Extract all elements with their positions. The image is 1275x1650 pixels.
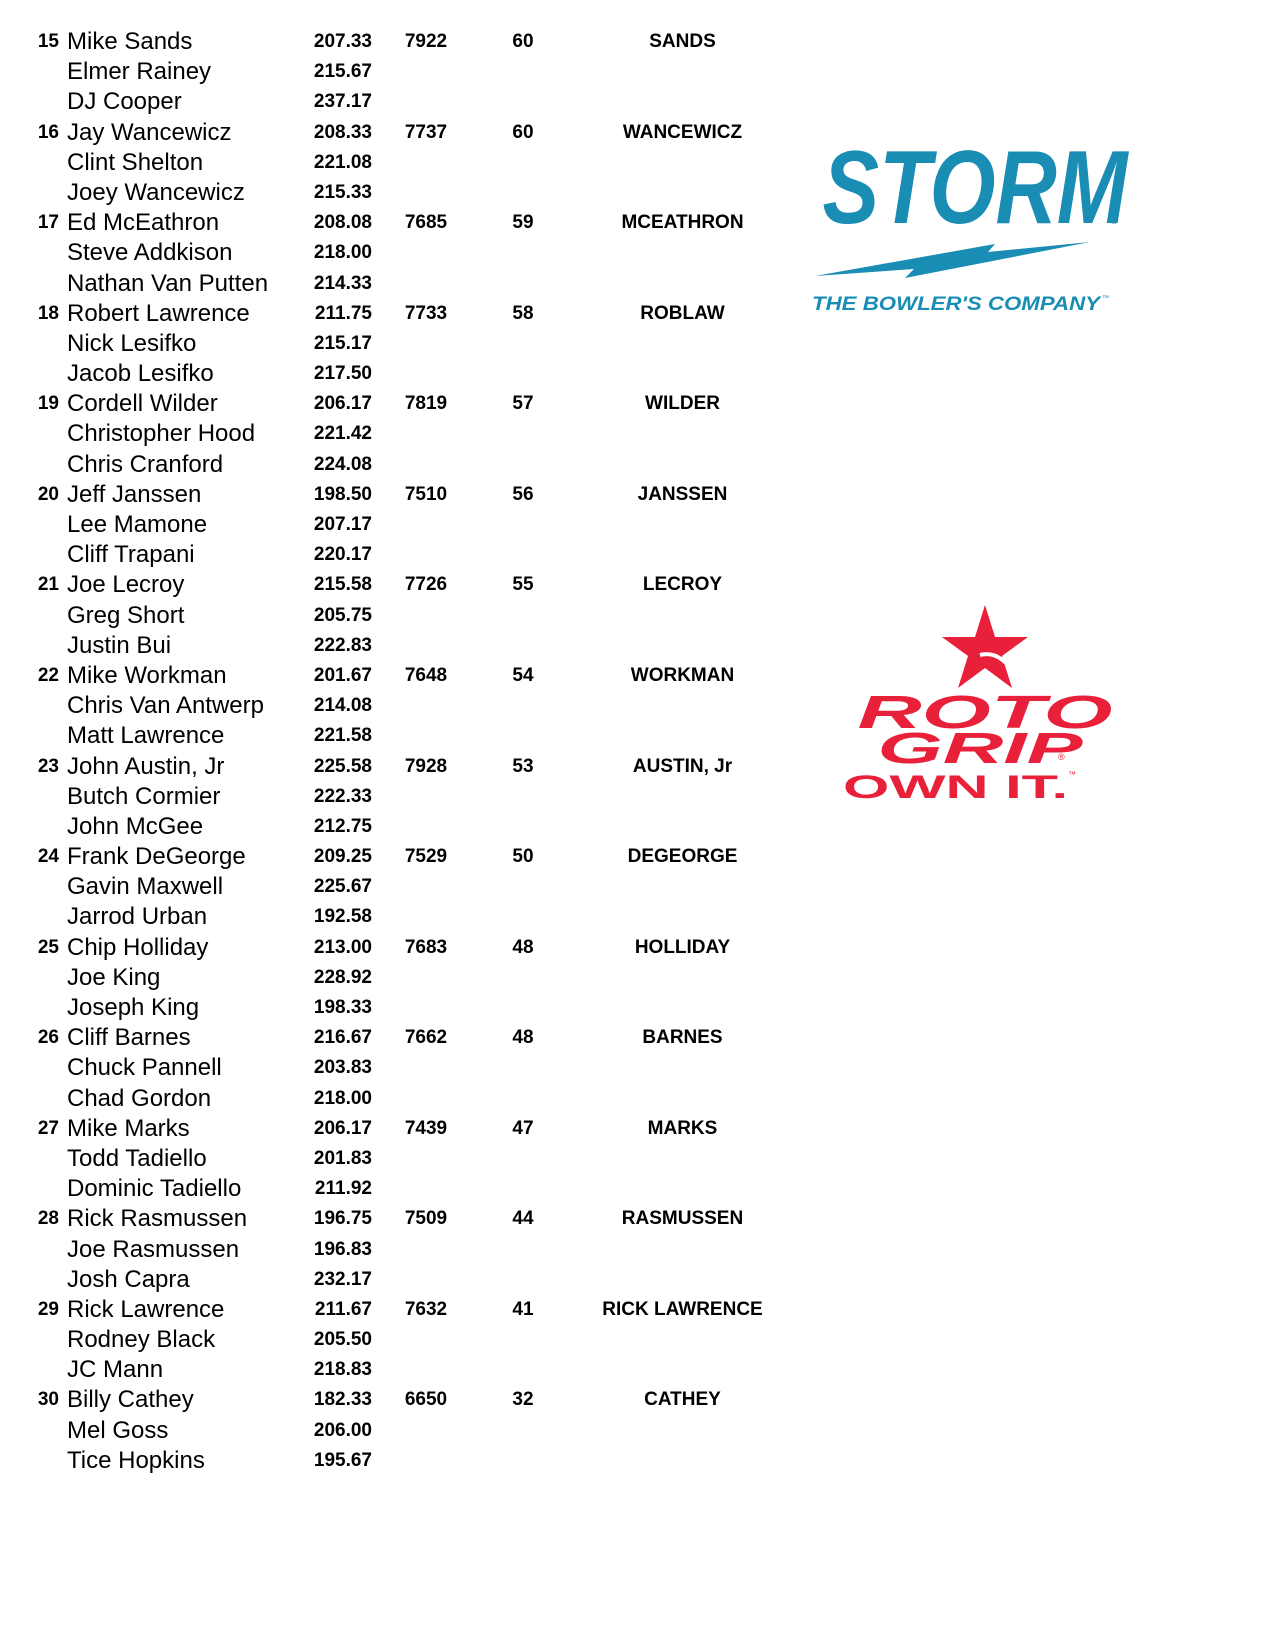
member-row [0, 631, 790, 661]
member-row [0, 359, 790, 389]
team-name: HOLLIDAY [634, 936, 731, 958]
bowler-name: Cordell Wilder [67, 390, 218, 418]
bowler-average: 182.33 [313, 1389, 372, 1411]
team-rank: 28 [37, 1208, 59, 1230]
member-row [0, 1235, 790, 1265]
member-row [0, 1053, 790, 1083]
bowler-name: Joe Rasmussen [67, 1235, 240, 1263]
bowler-average: 206.17 [313, 1117, 372, 1139]
team-points: 53 [512, 755, 534, 777]
member-row [0, 148, 790, 178]
bowler-average: 215.17 [313, 332, 372, 354]
bowler-average: 224.08 [313, 453, 372, 475]
team-name: WORKMAN [630, 664, 735, 686]
storm-tagline: THE BOWLER'S COMPANY [812, 294, 1103, 315]
member-row [0, 510, 790, 540]
bowler-average: 212.75 [313, 815, 372, 837]
bowler-average: 218.00 [313, 242, 372, 264]
member-row [0, 540, 790, 570]
member-row [0, 1325, 790, 1355]
bowler-name: Frank DeGeorge [67, 843, 246, 871]
team-pinfall: 7529 [404, 846, 448, 868]
team-row [0, 842, 790, 872]
team-name: CATHEY [644, 1389, 721, 1411]
bowler-name: Jay Wancewicz [67, 118, 232, 146]
trademark-mark: ™ [1102, 295, 1109, 302]
team-rank: 17 [37, 212, 59, 234]
bowler-name: Ed McEathron [67, 209, 220, 237]
team-pinfall: 7510 [404, 483, 448, 505]
team-row [0, 1114, 790, 1144]
member-row [0, 872, 790, 902]
team-points: 41 [512, 1298, 534, 1320]
rotogrip-logo [840, 605, 1130, 815]
member-row [0, 87, 790, 117]
member-row [0, 782, 790, 812]
team-row [0, 1204, 790, 1234]
member-row [0, 721, 790, 751]
rotogrip-wordmark-roto: ROTO [857, 686, 1113, 738]
bowler-average: 206.00 [313, 1419, 372, 1441]
bowler-name: Matt Lawrence [67, 722, 225, 750]
team-name: LECROY [642, 574, 723, 596]
team-rank: 16 [37, 121, 59, 143]
bowler-average: 232.17 [313, 1268, 372, 1290]
bowler-average: 215.33 [313, 181, 372, 203]
member-row [0, 57, 790, 87]
team-points: 54 [512, 664, 534, 686]
bowler-name: Rodney Black [67, 1326, 216, 1354]
bowler-average: 205.50 [313, 1329, 372, 1351]
team-points: 47 [512, 1117, 534, 1139]
bowler-name: Joe King [67, 963, 161, 991]
bowler-name: Greg Short [67, 601, 185, 629]
member-row [0, 1144, 790, 1174]
team-points: 32 [512, 1389, 534, 1411]
bowler-name: Joey Wancewicz [67, 178, 245, 206]
team-pinfall: 7737 [404, 121, 448, 143]
bowler-average: 213.00 [313, 936, 372, 958]
bowler-average: 211.92 [314, 1178, 372, 1200]
member-row [0, 1084, 790, 1114]
member-row [0, 1174, 790, 1204]
bowler-average: 208.08 [313, 212, 372, 234]
bowler-name: Todd Tadiello [67, 1144, 207, 1172]
bowler-name: Mike Marks [67, 1114, 190, 1142]
member-row [0, 1416, 790, 1446]
bowler-name: Justin Bui [67, 631, 172, 659]
bowler-average: 205.75 [313, 604, 372, 626]
bowler-name: Billy Cathey [67, 1386, 194, 1414]
bowler-average: 208.33 [313, 121, 372, 143]
team-pinfall: 7819 [404, 393, 448, 415]
member-row [0, 963, 790, 993]
rotogrip-slogan: OWN IT. [843, 769, 1068, 805]
team-name: SANDS [649, 31, 716, 52]
bowler-name: Chip Holliday [67, 933, 209, 961]
member-row [0, 178, 790, 208]
bowler-average: 207.17 [313, 514, 372, 535]
team-points: 58 [512, 302, 534, 324]
bowler-average: 211.75 [314, 302, 372, 324]
bowler-average: 220.17 [313, 544, 372, 566]
team-points: 60 [512, 121, 534, 143]
standings-list [0, 27, 790, 1476]
bowler-average: 198.50 [313, 483, 372, 505]
team-row [0, 27, 790, 57]
team-name: WILDER [645, 393, 720, 415]
team-rank: 24 [37, 846, 59, 868]
bowler-name: Elmer Rainey [67, 58, 212, 86]
trademark-mark: ™ [1068, 770, 1076, 779]
team-rank: 20 [37, 483, 59, 505]
bowler-name: Josh Capra [67, 1265, 190, 1293]
bowler-average: 207.33 [313, 31, 372, 52]
bowler-name: Chuck Pannell [67, 1054, 222, 1082]
member-row [0, 269, 790, 299]
team-rank: 26 [37, 1027, 59, 1049]
bowler-average: 215.67 [313, 61, 372, 83]
storm-logo [810, 128, 1140, 328]
team-row [0, 933, 790, 963]
team-pinfall: 7922 [404, 31, 448, 52]
bowler-name: Steve Addkison [67, 239, 233, 267]
team-row [0, 752, 790, 782]
bowler-average: 203.83 [313, 1057, 372, 1079]
bowler-average: 209.25 [313, 846, 372, 868]
team-name: ROBLAW [640, 302, 725, 324]
member-row [0, 601, 790, 631]
member-row [0, 419, 790, 449]
bowler-name: Christopher Hood [67, 420, 256, 448]
bowler-average: 221.58 [313, 725, 372, 747]
team-rank: 29 [37, 1298, 59, 1320]
bowler-name: Cliff Trapani [67, 541, 195, 569]
team-pinfall: 7733 [404, 302, 448, 324]
team-name: RICK LAWRENCE [602, 1298, 763, 1320]
bowler-average: 237.17 [313, 91, 372, 113]
team-name: AUSTIN, Jr [632, 755, 733, 777]
team-pinfall: 7509 [404, 1208, 448, 1230]
bowler-average: 222.83 [313, 634, 372, 656]
bowler-average: 218.00 [313, 1087, 372, 1109]
team-name: DEGEORGE [627, 846, 738, 868]
bowler-average: 192.58 [313, 906, 372, 928]
team-row [0, 118, 790, 148]
storm-wordmark: STORM [822, 130, 1130, 246]
team-pinfall: 7683 [404, 936, 448, 958]
bowler-name: Butch Cormier [67, 782, 221, 810]
bowler-name: Jeff Janssen [67, 480, 202, 508]
team-points: 56 [512, 483, 534, 505]
member-row [0, 1355, 790, 1385]
team-pinfall: 7648 [404, 664, 448, 686]
team-rank: 15 [37, 31, 59, 52]
team-points: 57 [512, 393, 534, 415]
bowler-name: Gavin Maxwell [67, 873, 224, 901]
lightning-bolt-icon [815, 242, 1090, 278]
team-rank: 19 [37, 393, 59, 415]
bowler-average: 215.58 [313, 574, 372, 596]
team-points: 48 [512, 1027, 534, 1049]
team-name: MCEATHRON [621, 212, 744, 234]
member-row [0, 238, 790, 268]
team-pinfall: 7685 [404, 212, 448, 234]
bowler-average: 214.08 [313, 695, 372, 717]
team-row [0, 1295, 790, 1325]
bowler-average: 201.83 [313, 1147, 372, 1169]
registered-mark: ® [1110, 215, 1119, 227]
bowler-name: Joseph King [67, 994, 200, 1021]
member-row [0, 691, 790, 721]
member-row [0, 993, 790, 1023]
bowler-name: Clint Shelton [67, 148, 204, 176]
team-points: 50 [512, 846, 534, 868]
bowler-average: 222.33 [313, 785, 372, 807]
team-row [0, 1385, 790, 1415]
bowler-name: Mike Workman [67, 661, 227, 689]
team-pinfall: 7662 [404, 1027, 448, 1049]
team-points: 59 [512, 212, 534, 234]
team-pinfall: 6650 [404, 1389, 448, 1411]
team-row [0, 389, 790, 419]
bowler-average: 216.67 [313, 1027, 372, 1049]
team-rank: 25 [37, 936, 59, 958]
team-rank: 21 [37, 574, 59, 596]
star-icon [942, 605, 1028, 688]
member-row [0, 329, 790, 359]
team-points: 48 [512, 936, 534, 958]
bowler-name: John McGee [67, 812, 204, 840]
team-row [0, 299, 790, 329]
bowler-name: Joe Lecroy [67, 571, 185, 599]
team-name: WANCEWICZ [622, 121, 743, 143]
bowler-name: Mike Sands [67, 28, 193, 55]
member-row [0, 812, 790, 842]
bowler-average: 201.67 [313, 664, 372, 686]
bowler-name: Rick Rasmussen [67, 1205, 248, 1233]
registered-mark: ® [1058, 752, 1065, 762]
team-row [0, 480, 790, 510]
bowler-name: Tice Hopkins [67, 1446, 205, 1474]
bowler-name: Lee Mamone [67, 511, 208, 538]
bowler-name: Nick Lesifko [67, 329, 197, 357]
team-points: 55 [512, 574, 534, 596]
team-row [0, 208, 790, 238]
bowler-name: DJ Cooper [67, 88, 182, 116]
team-rank: 23 [37, 755, 59, 777]
bowler-average: 228.92 [313, 966, 372, 988]
team-rank: 30 [37, 1389, 59, 1411]
team-row [0, 570, 790, 600]
team-pinfall: 7439 [404, 1117, 448, 1139]
team-name: BARNES [642, 1027, 723, 1049]
team-rank: 22 [37, 664, 59, 686]
bowler-name: Dominic Tadiello [67, 1175, 242, 1203]
team-row [0, 661, 790, 691]
bowler-name: JC Mann [67, 1356, 164, 1384]
team-points: 60 [512, 31, 534, 52]
bowler-average: 214.33 [313, 272, 372, 294]
bowler-average: 195.67 [313, 1449, 372, 1471]
bowler-average: 218.83 [313, 1359, 372, 1381]
bowler-average: 217.50 [313, 363, 372, 385]
bowler-average: 225.67 [313, 876, 372, 898]
team-pinfall: 7726 [404, 574, 448, 596]
member-row [0, 450, 790, 480]
bowler-name: Jarrod Urban [67, 903, 208, 931]
team-rank: 18 [37, 302, 59, 324]
member-row [0, 1265, 790, 1295]
bowler-name: Chad Gordon [67, 1084, 212, 1112]
bowler-average: 221.42 [313, 423, 372, 445]
bowler-name: Robert Lawrence [67, 299, 250, 327]
bowler-name: John Austin, Jr [67, 752, 225, 780]
bowler-name: Jacob Lesifko [67, 360, 214, 388]
team-rank: 27 [37, 1117, 59, 1139]
team-name: JANSSEN [637, 483, 728, 505]
member-row [0, 902, 790, 932]
bowler-name: Mel Goss [67, 1416, 169, 1444]
bowler-average: 196.83 [313, 1238, 372, 1260]
bowler-average: 221.08 [313, 151, 372, 173]
bowler-average: 211.67 [314, 1298, 372, 1320]
bowler-name: Chris Van Antwerp [67, 692, 264, 720]
team-name: MARKS [647, 1117, 718, 1139]
team-pinfall: 7928 [404, 755, 448, 777]
bowler-name: Nathan Van Putten [67, 269, 269, 297]
bowler-name: Cliff Barnes [67, 1024, 191, 1052]
team-points: 44 [512, 1208, 534, 1230]
team-row [0, 1023, 790, 1053]
bowler-average: 206.17 [313, 393, 372, 415]
team-pinfall: 7632 [404, 1298, 448, 1320]
bowler-average: 198.33 [313, 997, 372, 1018]
bowler-name: Rick Lawrence [67, 1295, 225, 1323]
team-name: RASMUSSEN [621, 1208, 744, 1230]
bowler-name: Chris Cranford [67, 450, 224, 478]
bowler-average: 225.58 [313, 755, 372, 777]
bowler-average: 196.75 [313, 1208, 372, 1230]
rotogrip-wordmark-grip: GRIP [877, 724, 1084, 773]
member-row [0, 1446, 790, 1476]
